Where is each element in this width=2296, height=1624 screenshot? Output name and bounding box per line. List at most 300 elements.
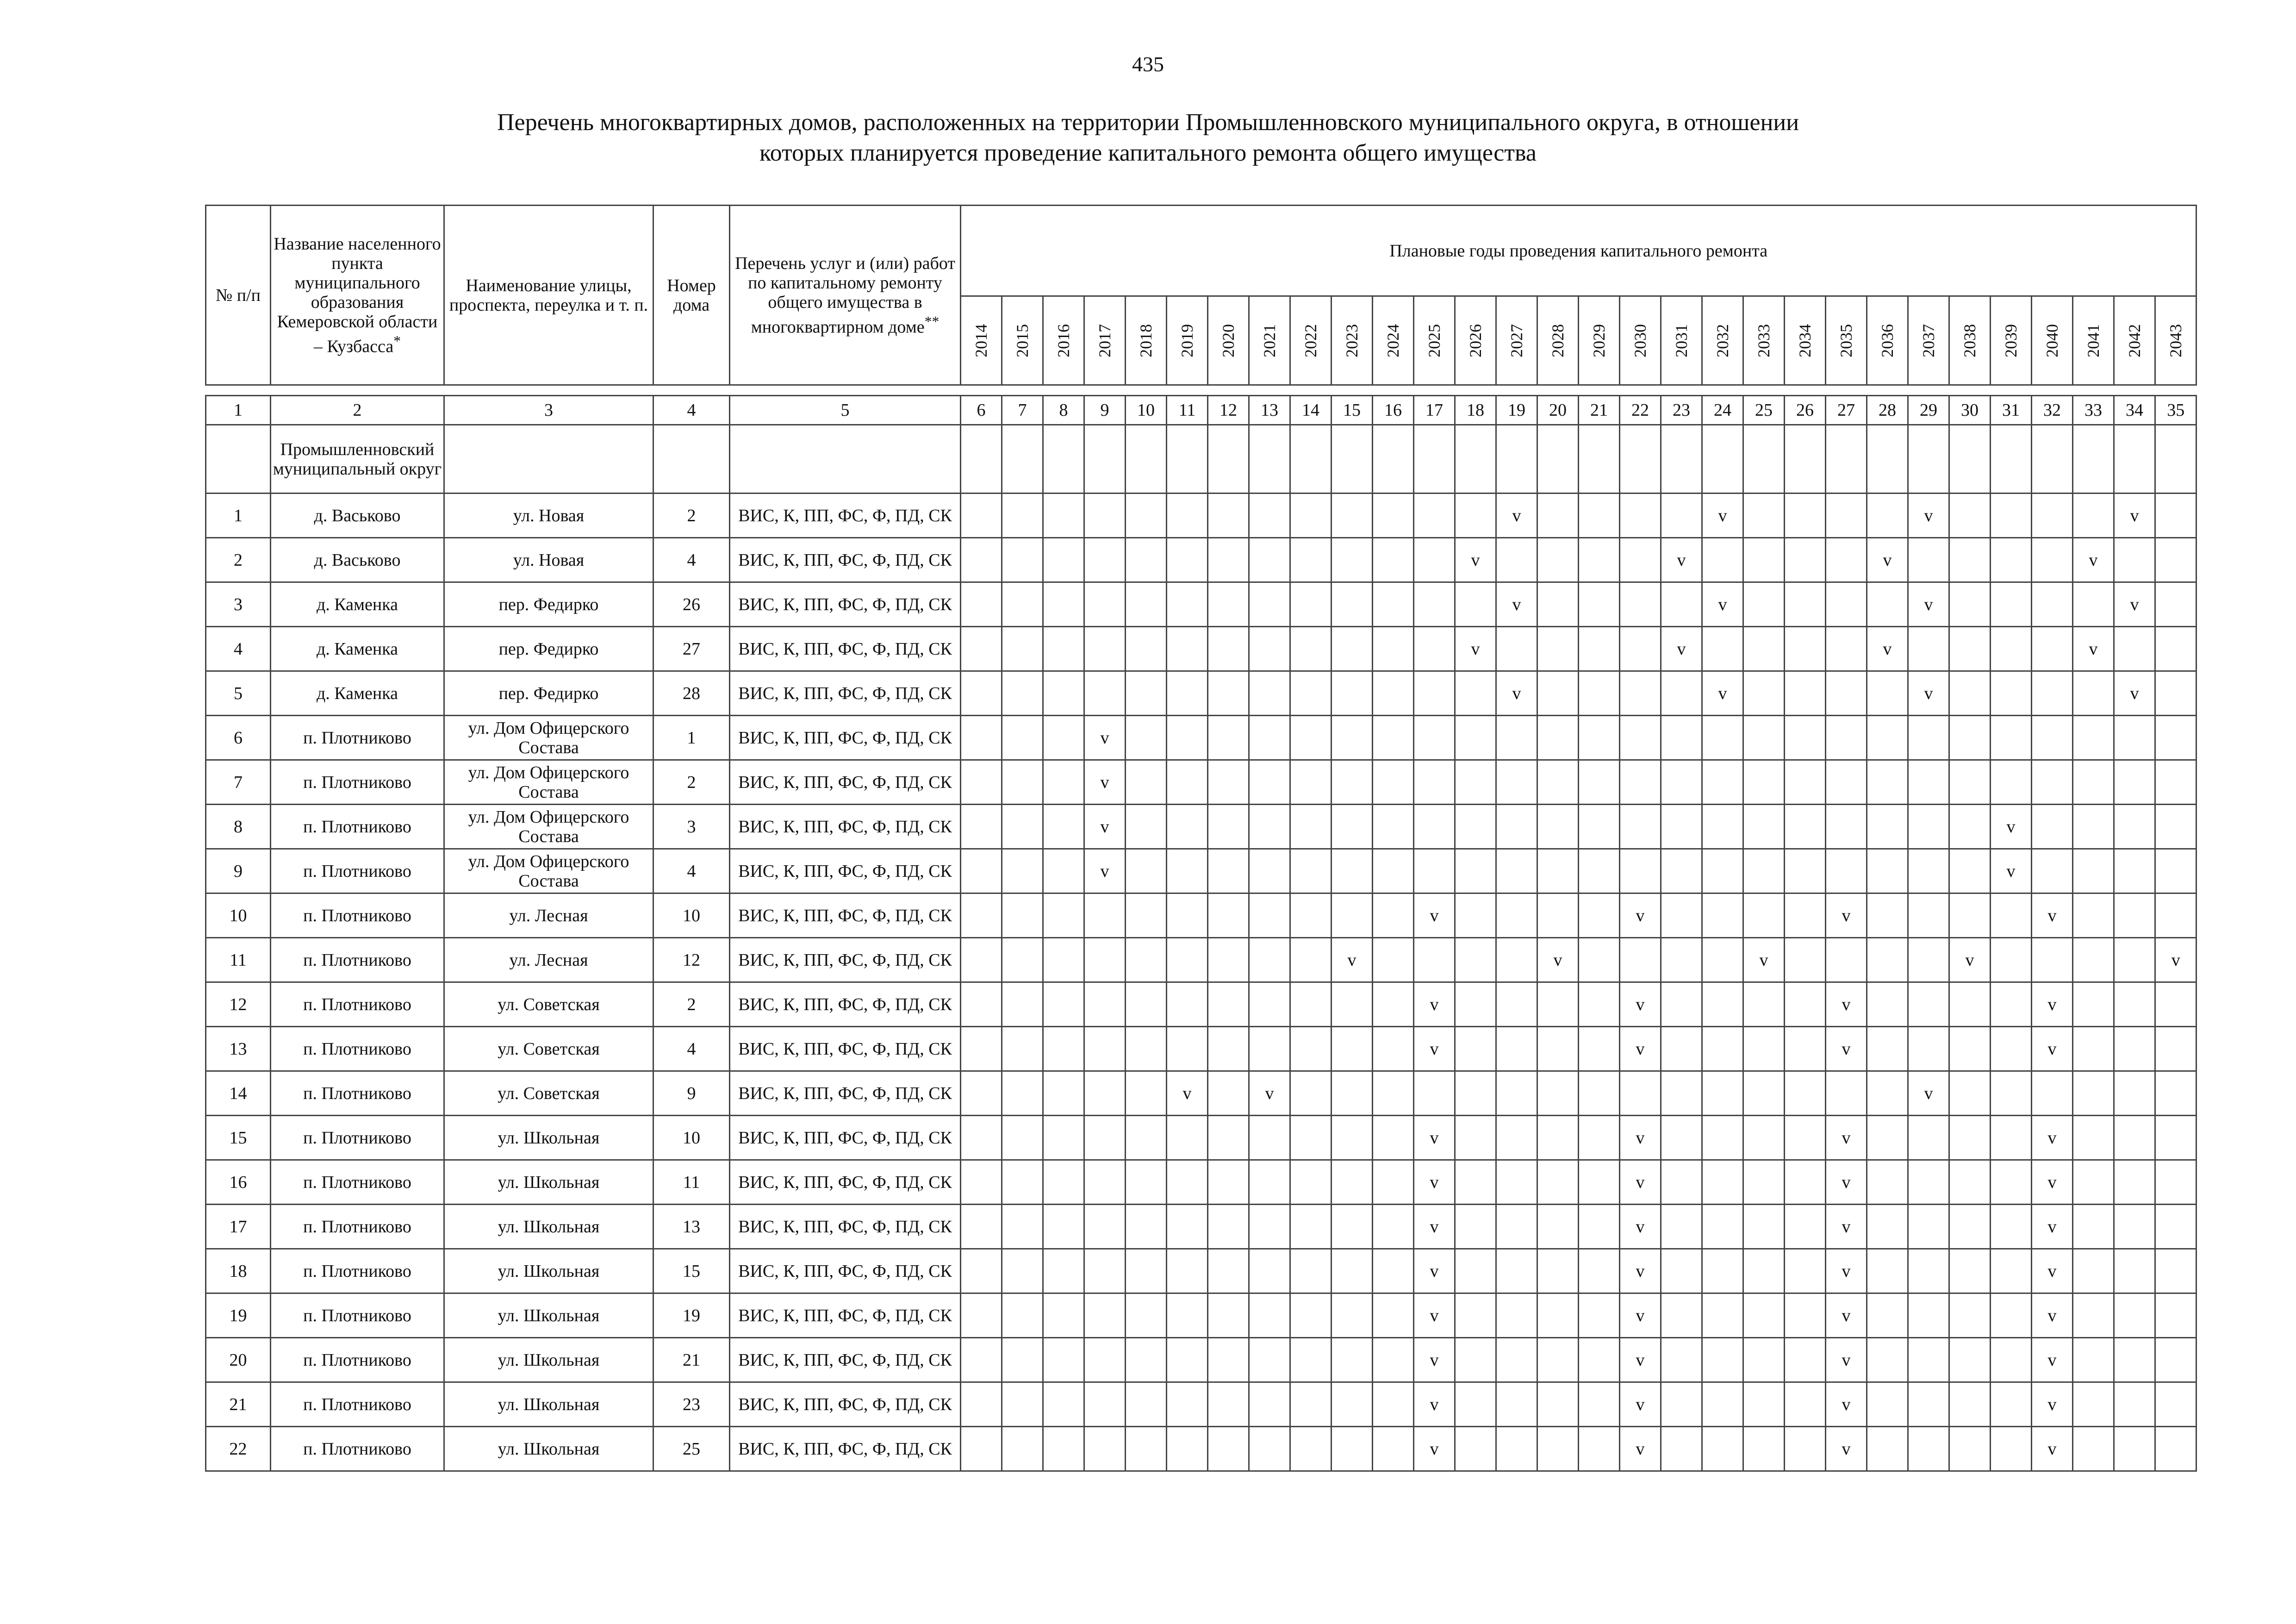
year-cell (1332, 805, 1373, 849)
year-cell (1743, 1427, 1785, 1471)
year-cell (2155, 760, 2196, 805)
year-cell (1496, 849, 1537, 893)
year-cell (1949, 1160, 1991, 1205)
year-cell (2073, 1116, 2114, 1160)
table-row (206, 1116, 2196, 1160)
year-cell (1084, 1382, 1126, 1427)
repair-mark-2035: v (1826, 1116, 1867, 1160)
year-cell (1743, 538, 1785, 582)
year-cell (1043, 760, 1084, 805)
row-number: 11 (206, 938, 271, 982)
repair-mark-2035: v (1826, 893, 1867, 938)
year-cell (1991, 1116, 2032, 1160)
repair-mark-2040: v (2032, 1338, 2073, 1382)
year-cell (1084, 582, 1126, 627)
year-label: 2040 (2043, 324, 2061, 357)
repair-mark-2041: v (2073, 627, 2114, 671)
year-cell (1002, 938, 1043, 982)
year-cell (1373, 1427, 1414, 1471)
header-works-footnote: ** (924, 313, 940, 330)
year-cell (1208, 1382, 1249, 1427)
year-cell (1496, 1382, 1537, 1427)
year-cell (1867, 1071, 1908, 1116)
house-number: 12 (653, 938, 730, 982)
year-cell (1826, 582, 1867, 627)
year-cell (1908, 805, 1949, 849)
empty-cell (1620, 425, 1661, 493)
year-cell (1949, 849, 1991, 893)
repair-mark-2032: v (1702, 582, 1743, 627)
year-cell (2155, 671, 2196, 716)
year-cell (1167, 538, 1208, 582)
year-cell (2114, 1027, 2155, 1071)
settlement-name: п. Плотниково (271, 1116, 444, 1160)
year-cell (1620, 805, 1661, 849)
column-number: 29 (1908, 396, 1949, 425)
house-number: 10 (653, 1116, 730, 1160)
year-cell (1537, 760, 1579, 805)
column-number: 3 (444, 396, 653, 425)
gap-cell (206, 385, 2196, 396)
year-cell (1126, 1293, 1167, 1338)
year-cell (1579, 1205, 1620, 1249)
year-cell (1496, 1160, 1537, 1205)
year-cell (1949, 493, 1991, 538)
column-number: 2 (271, 396, 444, 425)
repair-mark-2035: v (1826, 1027, 1867, 1071)
year-cell (1290, 982, 1332, 1027)
house-number: 28 (653, 671, 730, 716)
year-cell (1867, 1338, 1908, 1382)
year-cell (1043, 538, 1084, 582)
year-cell (2155, 716, 2196, 760)
repair-mark-2040: v (2032, 982, 2073, 1027)
year-cell (1167, 982, 1208, 1027)
year-cell (1496, 760, 1537, 805)
year-cell (1290, 1293, 1332, 1338)
year-cell (2114, 893, 2155, 938)
year-cell (1785, 938, 1826, 982)
repair-mark-2035: v (1826, 982, 1867, 1027)
row-number: 17 (206, 1205, 271, 1249)
year-cell (1620, 582, 1661, 627)
year-cell (2073, 1160, 2114, 1205)
year-cell (1785, 1116, 1826, 1160)
empty-cell (1167, 425, 1208, 493)
year-cell (1084, 1071, 1126, 1116)
year-cell (1785, 1160, 1826, 1205)
year-cell (1208, 582, 1249, 627)
table-row (206, 1427, 2196, 1471)
table-row (206, 1160, 2196, 1205)
table-row (206, 893, 2196, 938)
year-cell (1826, 760, 1867, 805)
repair-mark-2040: v (2032, 1249, 2073, 1293)
year-cell (1537, 1249, 1579, 1293)
year-cell (2032, 760, 2073, 805)
year-cell (1002, 493, 1043, 538)
year-cell (2073, 1249, 2114, 1293)
year-cell (1826, 716, 1867, 760)
year-label: 2041 (2084, 324, 2103, 357)
year-cell (1908, 893, 1949, 938)
settlement-name: д. Васьково (271, 538, 444, 582)
repair-mark-2038: v (1949, 938, 1991, 982)
year-cell (1743, 893, 1785, 938)
year-cell (1867, 493, 1908, 538)
year-cell (1702, 1205, 1743, 1249)
year-label: 2031 (1672, 324, 1691, 357)
year-cell (1537, 849, 1579, 893)
year-cell (1373, 1071, 1414, 1116)
year-cell (1826, 1071, 1867, 1116)
year-cell (1908, 627, 1949, 671)
year-cell (2155, 1249, 2196, 1293)
year-cell (1126, 760, 1167, 805)
header-settlement-text: Название населенного пункта муниципального образования Кемеровской области – Кузбасса (274, 234, 441, 356)
year-cell (1126, 671, 1167, 716)
settlement-name: п. Плотниково (271, 716, 444, 760)
year-cell (961, 982, 1002, 1027)
year-cell (1002, 1382, 1043, 1427)
year-cell (1043, 893, 1084, 938)
year-cell (1867, 1249, 1908, 1293)
empty-cell (1332, 425, 1373, 493)
year-cell (1867, 1160, 1908, 1205)
year-cell (1826, 671, 1867, 716)
repair-mark-2030: v (1620, 982, 1661, 1027)
year-cell (1332, 1027, 1373, 1071)
year-cell (1290, 538, 1332, 582)
year-cell (1496, 1293, 1537, 1338)
year-label: 2014 (972, 324, 990, 357)
year-cell (2155, 538, 2196, 582)
year-cell (1084, 1160, 1126, 1205)
year-header-2042 (2114, 296, 2155, 385)
year-cell (1208, 760, 1249, 805)
year-cell (1002, 538, 1043, 582)
year-cell (961, 849, 1002, 893)
street-name: ул. Школьная (444, 1160, 653, 1205)
year-cell (1620, 760, 1661, 805)
year-cell (2114, 1205, 2155, 1249)
street-name: ул. Школьная (444, 1338, 653, 1382)
repair-mark-2023: v (1332, 938, 1373, 982)
year-cell (1084, 1116, 1126, 1160)
year-cell (2155, 1160, 2196, 1205)
year-cell (961, 1382, 1002, 1427)
repair-mark-2031: v (1661, 627, 1702, 671)
year-cell (1991, 1382, 2032, 1427)
column-number: 8 (1043, 396, 1084, 425)
year-header-2033 (1743, 296, 1785, 385)
year-cell (1290, 582, 1332, 627)
year-cell (1702, 849, 1743, 893)
year-cell (1332, 1205, 1373, 1249)
year-cell (1043, 1382, 1084, 1427)
year-cell (2155, 582, 2196, 627)
year-cell (1537, 538, 1579, 582)
year-header-2037 (1908, 296, 1949, 385)
column-number: 21 (1579, 396, 1620, 425)
year-cell (1537, 582, 1579, 627)
year-cell (1332, 716, 1373, 760)
year-cell (1414, 493, 1455, 538)
year-cell (1208, 805, 1249, 849)
year-cell (1414, 538, 1455, 582)
settlement-name: п. Плотниково (271, 982, 444, 1027)
year-label: 2020 (1219, 324, 1238, 357)
repair-mark-2042: v (2114, 582, 2155, 627)
year-cell (1332, 760, 1373, 805)
year-cell (1702, 627, 1743, 671)
year-cell (1579, 805, 1620, 849)
year-header-2034 (1785, 296, 1826, 385)
column-number: 24 (1702, 396, 1743, 425)
document-title (0, 107, 2296, 169)
year-cell (1537, 1160, 1579, 1205)
header-house: Номер дома (653, 206, 730, 385)
year-label: 2036 (1878, 324, 1897, 357)
works-list: ВИС, К, ПП, ФС, Ф, ПД, СК (730, 1027, 961, 1071)
year-cell (961, 938, 1002, 982)
year-cell (1496, 1338, 1537, 1382)
year-cell (961, 627, 1002, 671)
year-cell (1084, 982, 1126, 1027)
year-cell (1579, 1338, 1620, 1382)
settlement-name: п. Плотниково (271, 1160, 444, 1205)
year-cell (1455, 1160, 1496, 1205)
year-cell (1867, 982, 1908, 1027)
year-header-2019 (1167, 296, 1208, 385)
year-cell (2155, 1382, 2196, 1427)
year-cell (1414, 627, 1455, 671)
year-cell (1496, 1427, 1537, 1471)
repair-mark-2030: v (1620, 1249, 1661, 1293)
year-cell (1290, 1160, 1332, 1205)
year-cell (1084, 493, 1126, 538)
repair-mark-2040: v (2032, 1027, 2073, 1071)
year-cell (1661, 1338, 1702, 1382)
year-cell (1208, 849, 1249, 893)
year-cell (2155, 893, 2196, 938)
year-cell (1867, 938, 1908, 982)
year-cell (1908, 982, 1949, 1027)
year-cell (2114, 1338, 2155, 1382)
house-number: 4 (653, 538, 730, 582)
year-cell (1991, 627, 2032, 671)
year-cell (1496, 1249, 1537, 1293)
year-cell (2073, 760, 2114, 805)
title-line-2: которых планируется проведение капитального ремонта общего имущества (759, 140, 1537, 166)
year-header-2014 (961, 296, 1002, 385)
year-cell (1702, 1427, 1743, 1471)
year-cell (1373, 982, 1414, 1027)
house-number: 15 (653, 1249, 730, 1293)
year-cell (1002, 805, 1043, 849)
year-cell (2114, 1160, 2155, 1205)
year-cell (1949, 805, 1991, 849)
repair-mark-2030: v (1620, 1205, 1661, 1249)
year-cell (1167, 582, 1208, 627)
year-cell (1167, 1116, 1208, 1160)
year-cell (1208, 538, 1249, 582)
repair-mark-2040: v (2032, 1427, 2073, 1471)
settlement-name: п. Плотниково (271, 938, 444, 982)
year-cell (1167, 1293, 1208, 1338)
year-header-2026 (1455, 296, 1496, 385)
header-works-text: Перечень услуг и (или) работ по капитальному ремонту общего имущества в многоквартирном доме (735, 253, 955, 337)
year-cell (1702, 1382, 1743, 1427)
empty-cell (1949, 425, 1991, 493)
year-cell (1743, 716, 1785, 760)
repair-mark-2017: v (1084, 760, 1126, 805)
repair-mark-2035: v (1826, 1160, 1867, 1205)
year-cell (2032, 938, 2073, 982)
year-cell (1414, 849, 1455, 893)
repair-mark-2019: v (1167, 1071, 1208, 1116)
year-cell (1579, 1382, 1620, 1427)
year-cell (1208, 1071, 1249, 1116)
year-cell (1290, 1205, 1332, 1249)
year-cell (1043, 982, 1084, 1027)
year-cell (1126, 1205, 1167, 1249)
row-number: 3 (206, 582, 271, 627)
year-cell (1290, 760, 1332, 805)
house-number: 19 (653, 1293, 730, 1338)
year-cell (1867, 1427, 1908, 1471)
year-cell (1908, 1338, 1949, 1382)
table-row (206, 760, 2196, 805)
year-cell (1290, 805, 1332, 849)
year-cell (1290, 849, 1332, 893)
year-cell (1908, 1027, 1949, 1071)
year-cell (1167, 805, 1208, 849)
year-label: 2024 (1384, 324, 1402, 357)
year-cell (1867, 582, 1908, 627)
works-list: ВИС, К, ПП, ФС, Ф, ПД, СК (730, 1205, 961, 1249)
repair-mark-2017: v (1084, 805, 1126, 849)
year-cell (2114, 1116, 2155, 1160)
year-label: 2018 (1137, 324, 1155, 357)
year-cell (1167, 1160, 1208, 1205)
table-row (206, 582, 2196, 627)
year-cell (1908, 1205, 1949, 1249)
column-number: 11 (1167, 396, 1208, 425)
repair-mark-2033: v (1743, 938, 1785, 982)
repair-mark-2030: v (1620, 1160, 1661, 1205)
year-cell (1126, 1427, 1167, 1471)
row-number: 6 (206, 716, 271, 760)
table-row (206, 1071, 2196, 1116)
year-cell (1661, 938, 1702, 982)
year-cell (2073, 1382, 2114, 1427)
year-cell (1991, 1071, 2032, 1116)
settlement-name: д. Васьково (271, 493, 444, 538)
year-cell (1908, 1116, 1949, 1160)
table-row (206, 671, 2196, 716)
works-list: ВИС, К, ПП, ФС, Ф, ПД, СК (730, 1427, 961, 1471)
year-cell (1414, 671, 1455, 716)
year-cell (1702, 1116, 1743, 1160)
year-cell (1620, 493, 1661, 538)
year-cell (1126, 582, 1167, 627)
year-cell (1126, 1382, 1167, 1427)
year-cell (1785, 893, 1826, 938)
empty-cell (1661, 425, 1702, 493)
year-cell (2155, 627, 2196, 671)
year-cell (1991, 582, 2032, 627)
repair-mark-2035: v (1826, 1293, 1867, 1338)
year-cell (1455, 582, 1496, 627)
empty-cell (2032, 425, 2073, 493)
repair-mark-2039: v (1991, 849, 2032, 893)
column-number: 14 (1290, 396, 1332, 425)
year-cell (1373, 627, 1414, 671)
table-row (206, 1249, 2196, 1293)
year-cell (1455, 1427, 1496, 1471)
year-cell (1867, 760, 1908, 805)
repair-schedule-table (205, 205, 2197, 1472)
table-row (206, 627, 2196, 671)
year-label: 2038 (1960, 324, 1979, 357)
repair-mark-2017: v (1084, 849, 1126, 893)
year-cell (1743, 493, 1785, 538)
year-cell (1332, 1071, 1373, 1116)
settlement-name: д. Каменка (271, 582, 444, 627)
year-cell (1126, 627, 1167, 671)
year-cell (1373, 1027, 1414, 1071)
year-cell (1785, 1382, 1826, 1427)
street-name: ул. Советская (444, 1027, 653, 1071)
settlement-name: п. Плотниково (271, 1249, 444, 1293)
year-cell (1991, 1205, 2032, 1249)
year-cell (1496, 1205, 1537, 1249)
year-cell (961, 1293, 1002, 1338)
year-cell (1661, 1249, 1702, 1293)
year-cell (1208, 493, 1249, 538)
year-cell (1002, 893, 1043, 938)
repair-mark-2025: v (1414, 1205, 1455, 1249)
year-cell (1785, 982, 1826, 1027)
year-label: 2015 (1013, 324, 1032, 357)
settlement-name: п. Плотниково (271, 760, 444, 805)
empty-cell (1537, 425, 1579, 493)
year-label: 2033 (1755, 324, 1773, 357)
empty-cell (1126, 425, 1167, 493)
column-number: 33 (2073, 396, 2114, 425)
year-cell (1126, 1071, 1167, 1116)
street-name: ул. Школьная (444, 1116, 653, 1160)
year-cell (1949, 982, 1991, 1027)
year-cell (1373, 493, 1414, 538)
house-number: 21 (653, 1338, 730, 1382)
year-cell (1455, 1205, 1496, 1249)
year-cell (1620, 716, 1661, 760)
settlement-name: п. Плотниково (271, 1027, 444, 1071)
year-cell (2073, 893, 2114, 938)
year-cell (1043, 849, 1084, 893)
repair-mark-2030: v (1620, 893, 1661, 938)
year-cell (1373, 1205, 1414, 1249)
year-cell (1208, 893, 1249, 938)
year-cell (1537, 1293, 1579, 1338)
year-cell (1208, 938, 1249, 982)
column-number: 17 (1414, 396, 1455, 425)
year-cell (1620, 627, 1661, 671)
year-cell (1373, 760, 1414, 805)
repair-mark-2032: v (1702, 493, 1743, 538)
